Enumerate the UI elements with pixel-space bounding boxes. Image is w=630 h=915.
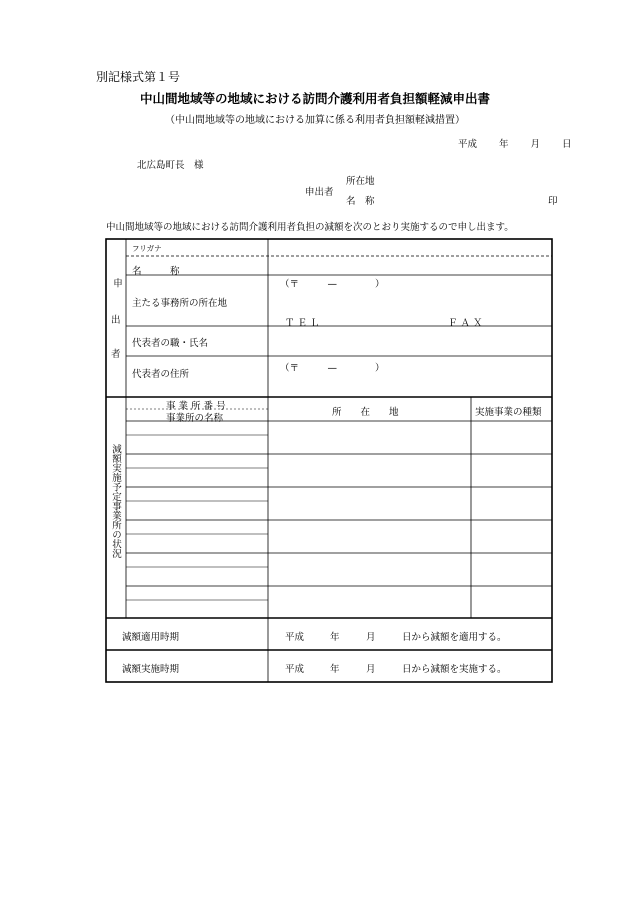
applicant-name-label: 名 称 bbox=[346, 196, 375, 207]
col-office-number: 事 業 所 番 号 bbox=[166, 401, 226, 412]
tel-label: ＴＥＬ bbox=[285, 318, 323, 329]
offices-side-label: 減額実施予定事業所の状況 bbox=[110, 444, 121, 558]
timing-label-apply: 減額適用時期 bbox=[122, 632, 180, 643]
side-char-3: 者 bbox=[111, 349, 121, 360]
date-era: 平成 bbox=[458, 139, 478, 150]
addressee: 北広島町長 様 bbox=[137, 160, 204, 171]
office-address-label: 主たる事務所の所在地 bbox=[132, 298, 228, 309]
timing-month-apply: 月 bbox=[366, 632, 376, 643]
timing-year-implement: 年 bbox=[330, 664, 340, 675]
timing-text-implement: 日から減額を実施する。 bbox=[402, 664, 507, 675]
name-label: 名 称 bbox=[132, 266, 180, 277]
timing-era-implement: 平成 bbox=[285, 664, 305, 675]
form-subtitle: （中山間地域等の地域における加算に係る利用者負担額軽減措置） bbox=[165, 115, 465, 126]
applicant-address-label: 所在地 bbox=[346, 176, 375, 187]
timing-text-apply: 日から減額を適用する。 bbox=[402, 632, 507, 643]
date-month: 月 bbox=[530, 139, 541, 150]
timing-month-implement: 月 bbox=[366, 664, 376, 675]
timing-label-implement: 減額実施時期 bbox=[122, 664, 180, 675]
side-char-2: 出 bbox=[111, 315, 121, 326]
timing-year-apply: 年 bbox=[330, 632, 340, 643]
side-char-1: 申 bbox=[111, 278, 122, 288]
seal-mark: 印 bbox=[548, 196, 558, 207]
furigana-label: フリガナ bbox=[132, 244, 162, 253]
postal-code: （〒 — ） bbox=[280, 279, 385, 290]
col-office-name: 事業所の名称 bbox=[166, 413, 224, 424]
date-day: 日 bbox=[562, 139, 572, 150]
form-number: 別記様式第１号 bbox=[96, 70, 181, 84]
timing-era-apply: 平成 bbox=[285, 632, 305, 643]
rep-postal-code: （〒 — ） bbox=[280, 363, 385, 374]
intro-text: 中山間地域等の地域における訪問介護利用者負担の減額を次のとおり実施するので申し出ます。 bbox=[106, 222, 514, 233]
rep-address-label: 代表者の住所 bbox=[132, 369, 190, 380]
col-service-type: 実施事業の種類 bbox=[475, 407, 542, 418]
col-location: 所 在 地 bbox=[332, 407, 399, 418]
representative-label: 代表者の職・氏名 bbox=[132, 338, 209, 349]
applicant-side-label bbox=[109, 278, 123, 288]
applicant-label: 申出者 bbox=[305, 187, 334, 198]
form-title: 中山間地域等の地域における訪問介護利用者負担額軽減申出書 bbox=[139, 91, 490, 106]
fax-label: ＦＡＸ bbox=[448, 318, 486, 329]
date-year: 年 bbox=[499, 139, 509, 150]
